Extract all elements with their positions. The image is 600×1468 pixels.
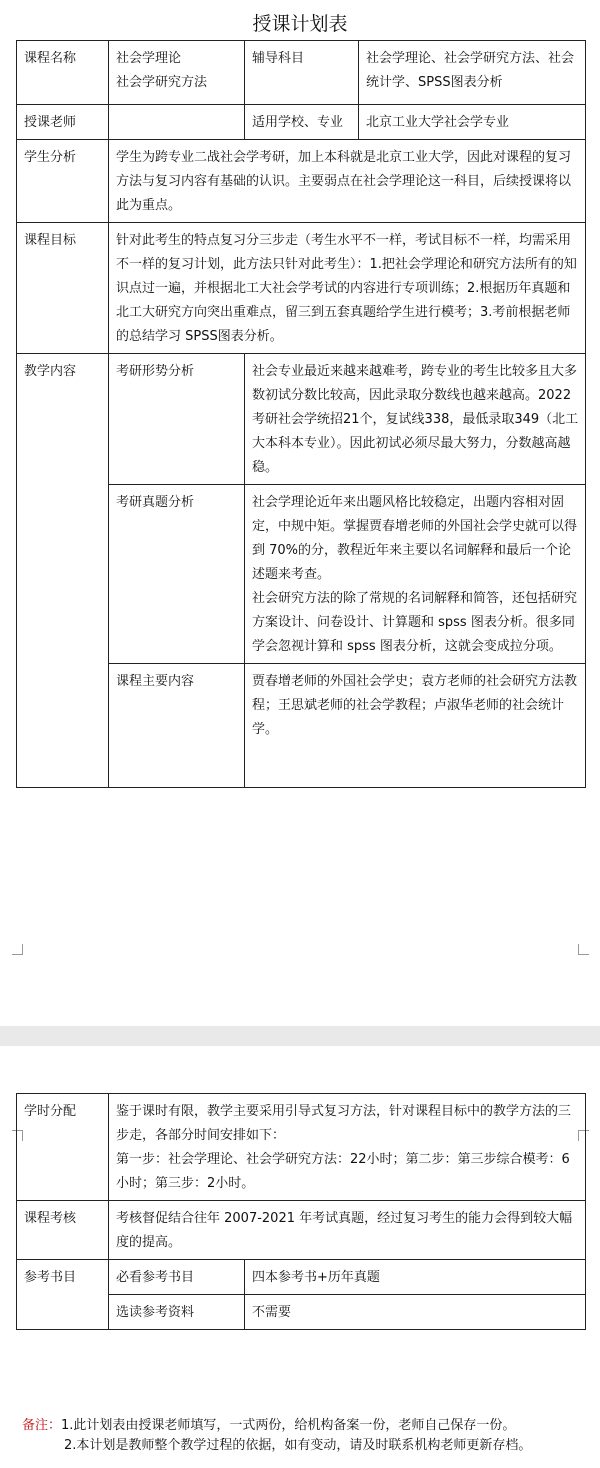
course-plan-table-continued	[16, 1093, 586, 1330]
school-label: 适用学校、专业	[245, 105, 359, 140]
table-row-required-books	[17, 1260, 586, 1295]
required-books-value: 四本参考书+历年真题	[245, 1260, 586, 1295]
books-label: 参考书目	[17, 1260, 109, 1330]
course-name-value	[109, 41, 245, 105]
course-goal-label: 课程目标	[17, 223, 109, 354]
required-books-label: 必看参考书目	[109, 1260, 245, 1295]
table-row-teacher	[17, 105, 586, 140]
course-plan-table	[16, 40, 586, 788]
hours-label: 学时分配	[17, 1094, 109, 1201]
table-row-course-goal	[17, 223, 586, 354]
remark-text: 1.此计划表由授课老师填写，一式两份，给机构备案一份，老师自己保存一份。	[61, 1418, 516, 1433]
document-title: 授课计划表	[252, 13, 348, 35]
page-corner-mark	[578, 944, 589, 955]
subjects-value: 社会学理论、社会学研究方法、社会统计学、SPSS图表分析	[359, 41, 586, 105]
page-corner-mark	[12, 944, 23, 955]
content-paragraph: 贾春增老师的外国社会学史；袁方老师的社会研究方法教程；王思斌老师的社会学教程；卢淑华老师的社会统计学。	[252, 674, 578, 737]
content-row-text	[245, 354, 586, 485]
hours-value	[109, 1094, 586, 1201]
content-row-label: 考研真题分析	[109, 485, 245, 664]
course-name-line-2: 社会学研究方法	[116, 75, 208, 90]
table-row-content-situation	[17, 354, 586, 485]
table-row-student-analysis	[17, 140, 586, 223]
student-analysis-value: 学生为跨专业二战社会学考研，加上本科就是北京工业大学，因此对课程的复习方法与复习内容有基础的认识。主要弱点在社会学理论这一科目，后续授课将以此为重点。	[109, 140, 586, 223]
course-name-label: 课程名称	[17, 41, 109, 105]
hours-paragraph: 鉴于课时有限，教学主要采用引导式复习方法，针对课程目标中的教学方法的三步走，各部分时间安排如下：	[116, 1104, 572, 1143]
content-row-text	[245, 485, 586, 664]
content-row-label: 课程主要内容	[109, 664, 245, 788]
content-paragraph: 社会专业最近来越来越难考，跨专业的考生比较多且大多数初试分数比较高，因此录取分数线也越来越高。2022考研社会学统招21个，复试线338，最低录取349（北工大本科本专业）。因此初试必须尽最大努力，分数越高越稳。	[252, 364, 579, 475]
content-paragraph: 社会研究方法的除了常规的名词解释和简答，还包括研究方案设计、问卷设计、计算题和 spss 图表分析。很多同学会忽视计算和 spss 图表分析，这就会变成拉分项。	[252, 591, 578, 654]
subjects-label: 辅导科目	[245, 41, 359, 105]
hours-paragraph: 第一步：社会学理论、社会学研究方法：22小时；第二步：第三步综合模考：6小时；第三步：2小时。	[116, 1152, 570, 1191]
exam-label: 课程考核	[17, 1201, 109, 1260]
remark-label: 备注：	[22, 1418, 62, 1433]
remark-line-2: 2.本计划是教师整个教学过程的依据，如有变动，请及时联系机构老师更新存档。	[64, 1438, 532, 1453]
exam-value: 考核督促结合往年 2007-2021 年考试真题，经过复习考生的能力会得到较大幅度的提高。	[109, 1201, 586, 1260]
table-row-course-name	[17, 41, 586, 105]
teacher-value	[109, 105, 245, 140]
course-name-line-1: 社会学理论	[116, 51, 182, 66]
content-row-label: 考研形势分析	[109, 354, 245, 485]
optional-books-value: 不需要	[245, 1295, 586, 1330]
optional-books-label: 选读参考资料	[109, 1295, 245, 1330]
remark-line-1	[22, 1416, 592, 1436]
content-row-text	[245, 664, 586, 788]
school-value: 北京工业大学社会学专业	[359, 105, 586, 140]
student-analysis-label: 学生分析	[17, 140, 109, 223]
table-row-hours	[17, 1094, 586, 1201]
remarks	[22, 1416, 592, 1456]
page-separator	[0, 1026, 600, 1046]
teaching-content-label: 教学内容	[17, 354, 109, 788]
course-goal-value: 针对此考生的特点复习分三步走（考生水平不一样，考试目标不一样，均需采用不一样的复习计划，此方法只针对此考生）：1.把社会学理论和研究方法所有的知识点过一遍，并根据北工大社会学考试的内容进行专项训练；2.根据历年真题和北工大研究方向突出重难点，留三到五套真题给学生进行模考；3.考前根据老师的总结学习 SPSS图表分析。	[109, 223, 586, 354]
content-paragraph: 社会学理论近年来出题风格比较稳定，出题内容相对固定，中规中矩。掌握贾春增老师的外国社会学史就可以得到 70%的分，教程近年来主要以名词解释和最后一个论述题来考查。	[252, 495, 578, 582]
table-row-exam	[17, 1201, 586, 1260]
teacher-label: 授课老师	[17, 105, 109, 140]
